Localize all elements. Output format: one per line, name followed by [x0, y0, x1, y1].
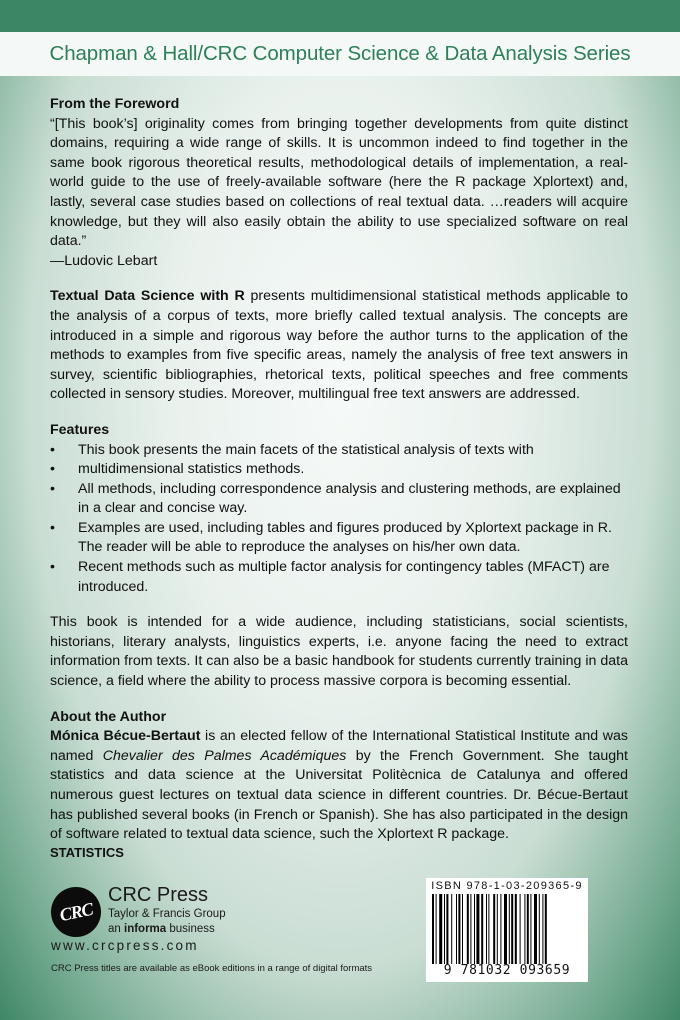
- barcode-bar: [446, 894, 448, 964]
- barcode-bar: [524, 894, 525, 964]
- features-list: [50, 441, 628, 598]
- barcode-bar: [439, 894, 442, 964]
- informa-word: informa: [124, 923, 167, 935]
- author-text-2: by the French Government. She taught statistics and data science at the Universitat Politècnica de Catalunya and offered numerous guest lectures on textual data science in different countries. Dr. Bécue-Bertaut has published several books (in French or Spanish). She has also participated in the design of software related to textual data science, such the Xplortext R package.: [50, 747, 629, 843]
- back-cover-text: [50, 95, 628, 845]
- feature-item: • All methods, including correspondence analysis and clustering methods, are explained in a clear and concise way.: [50, 480, 628, 519]
- feature-item: • Examples are used, including tables and figures produced by Xplortext package in R. The reader will be able to reproduce the analyses on his/her own data.: [50, 519, 628, 558]
- barcode: [426, 878, 588, 982]
- barcode-bar: [520, 894, 521, 964]
- author-text-1: is an elected fellow of the International Statistical Institute and was named: [50, 728, 628, 764]
- barcode-bar: [542, 894, 543, 964]
- publisher-group: Taylor & Francis Group: [108, 908, 226, 920]
- ebook-note: CRC Press titles are available as eBook editions in a range of digital formats: [51, 963, 373, 974]
- intro-paragraph: [50, 287, 628, 405]
- foreword-attribution: —Ludovic Lebart: [50, 252, 158, 269]
- author-heading: About the Author: [50, 708, 167, 725]
- barcode-bar: [500, 894, 501, 964]
- barcode-bar: [509, 894, 510, 964]
- barcode-bar: [458, 894, 460, 964]
- informa-suffix: business: [166, 923, 215, 935]
- informa-line: [108, 923, 215, 935]
- barcode-bar: [470, 894, 471, 964]
- barcode-bar: [504, 894, 507, 964]
- intro-text: presents multidimensional statistical methods applicable to the analysis of a corpus of texts, more briefly called textual analysis. The concepts are introduced in a simple and rigorous way before the author turns to the application of the methods to examples from five specific areas, namely the analysis of free text answers in survey, scientific bibliographies, rhetorical texts, political speeches and free comments collected in sensory studies. Moreover, multilingual free text answers are addressed.: [50, 288, 628, 403]
- publisher-name: CRC Press: [108, 884, 209, 906]
- book-title: Textual Data Science with R: [50, 288, 245, 305]
- barcode-bar: [474, 894, 475, 964]
- barcode-bar: [436, 894, 437, 964]
- barcode-bar: [497, 894, 498, 964]
- top-color-bar: [0, 0, 680, 32]
- crc-logo: CRC: [46, 882, 105, 941]
- publisher-url[interactable]: www.crcpress.com: [51, 938, 199, 953]
- barcode-bar: [515, 894, 517, 964]
- informa-prefix: an: [108, 923, 124, 935]
- barcode-bar: [488, 894, 489, 964]
- foreword-quote: “[This book’s] originality comes from bringing together developments from quite distinct domains, requiring a wide range of skills. It is uncommon indeed to find together in the same book rigorous theoretical results, methodological details of implementation, a real-world guide to the use of freely-available software (here the R package Xplortext) and, lastly, several case studies based on collections of real textual data. …readers will acquire knowledge, but they will also easily obtain the ability to use specialized software on real data.”: [50, 115, 628, 250]
- barcode-bar: [467, 894, 469, 964]
- barcode-bar: [451, 894, 452, 964]
- barcode-bar: [432, 894, 434, 964]
- barcode-bar: [493, 894, 495, 964]
- barcode-bar: [456, 894, 457, 964]
- barcode-bar: [539, 894, 540, 964]
- barcode-bar: [534, 894, 537, 964]
- feature-item: • Recent methods such as multiple factor analysis for contingency tables (MFACT) are introduced.: [50, 558, 628, 597]
- author-paragraph: [50, 727, 628, 845]
- barcode-bar: [545, 894, 547, 964]
- barcode-bar: [530, 894, 531, 964]
- foreword-heading: From the Foreword: [50, 96, 180, 112]
- barcode-bars: [432, 894, 582, 964]
- barcode-bar: [486, 894, 487, 964]
- category-label: STATISTICS: [50, 845, 124, 860]
- feature-item: • multidimensional statistics methods.: [50, 460, 628, 480]
- audience-paragraph: This book is intended for a wide audience, including statisticians, social scientists, historians, literary analysts, linguistics experts, i.e. anyone facing the need to extract information from texts. It can also be a basic handbook for students currently training in data science, a field where the ability to process massive corpora is becoming essential.: [50, 614, 628, 690]
- series-title: Chapman & Hall/CRC Computer Science & Data Analysis Series: [49, 42, 631, 65]
- features-heading: Features: [50, 421, 110, 438]
- author-honor: Chevalier des Palmes Académiques: [102, 747, 347, 764]
- ean-number: 9 781032 093659: [443, 963, 571, 978]
- barcode-bar: [476, 894, 479, 964]
- barcode-bar: [511, 894, 513, 964]
- barcode-bar: [444, 894, 445, 964]
- author-name: Mónica Bécue-Bertaut: [50, 728, 201, 745]
- isbn-label: ISBN 978-1-03-209365-9: [431, 880, 583, 892]
- feature-item: • This book presents the main facets of the statistical analysis of texts with: [50, 441, 628, 461]
- barcode-bar: [527, 894, 529, 964]
- barcode-bar: [481, 894, 483, 964]
- barcode-bar: [462, 894, 463, 964]
